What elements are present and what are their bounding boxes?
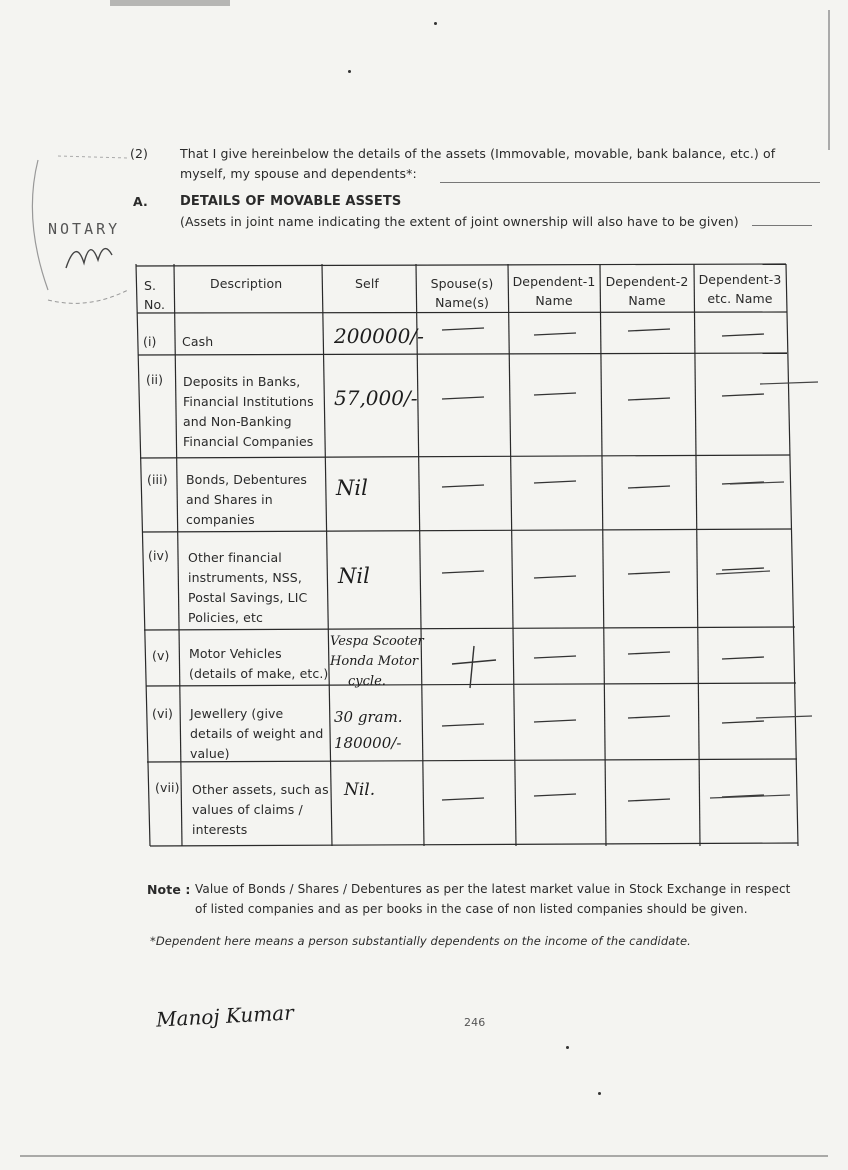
row-self-value: 200000/- [334,324,424,348]
row-description-line: interests [192,822,248,837]
header-sno [144,276,165,314]
table-column-line [600,264,606,846]
handwritten-dash [628,398,670,400]
header-dependent-2 [600,272,694,310]
handwritten-cross-mark [452,660,496,664]
row-description: Cash [182,334,214,349]
table-row-line [137,312,787,313]
clause-line-1: That I give hereinbelow the details of the assets (Immovable, movable, bank balance, etc.) of [180,146,776,161]
row-sno: (ii) [146,372,164,387]
row-description [192,780,329,840]
handwritten-dash [628,572,670,574]
notary-stamp-text: NOTARY [48,220,121,238]
row-description-line: value) [190,746,230,761]
handwritten-dash [534,576,576,578]
row-description-line: Motor Vehicles [189,646,282,661]
row-sno: (v) [152,648,170,663]
handwritten-dash [534,481,576,483]
header-dependent-3-line: Dependent-3 [698,272,782,287]
handwritten-dash [722,334,764,336]
header-sno-line: No. [144,297,166,312]
section-letter: A. [133,194,148,209]
row-description-line: details of weight and [190,726,324,741]
handwritten-dash [756,716,812,718]
handwritten-dash [442,724,484,726]
row-sno: (vi) [152,706,174,721]
row-self-value: 57,000/- [334,386,418,410]
table-row-line [138,353,787,355]
page-number: 246 [464,1016,486,1029]
table-column-line [694,264,700,846]
handwritten-dash [722,568,764,570]
row-self-value: Nil [336,476,368,500]
row-sno: (i) [143,334,157,349]
table-column-line [416,264,424,846]
row-description-line: and Shares in [186,492,273,507]
handwritten-cross-mark [470,646,474,688]
row-description-line: values of claims / [192,802,303,817]
header-self: Self [355,276,379,291]
header-dependent-1 [508,272,600,310]
row-self-value [330,632,424,692]
handwritten-dash [534,333,576,335]
table-row-line [150,843,798,846]
handwritten-dash [628,329,670,331]
header-dependent-3 [694,270,786,308]
handwritten-dash [442,397,484,399]
row-description [190,704,323,764]
dependent-footnote: *Dependent here means a person substantially dependents on the income of the candidate. [150,934,691,948]
row-description-line: companies [186,512,255,527]
table-row-line [136,264,786,266]
row-description [188,548,307,628]
row-description-line: and Non-Banking [183,414,292,429]
handwritten-dash [534,794,576,796]
handwritten-dash [628,716,670,718]
row-self-value-line: 30 gram. [334,708,403,726]
row-description-line: (details of make, etc.) [189,666,329,681]
table-column-line [322,264,332,846]
row-description-line: Postal Savings, LIC [188,590,308,605]
row-description [186,470,307,530]
scan-artifact-bottom [20,1155,828,1157]
row-sno: (iii) [147,472,168,487]
row-self-value-line: 180000/- [334,734,402,752]
handwritten-dash [442,485,484,487]
header-spouse-line: Name(s) [435,295,489,310]
handwritten-dash [628,652,670,654]
handwritten-dash [534,720,576,722]
row-description-line: instruments, NSS, [188,570,302,585]
row-description-line: Financial Companies [183,434,314,449]
handwritten-dash [722,394,764,396]
handwritten-dash [628,799,670,801]
note-line-2: of listed companies and as per books in the case of non listed companies should be given. [195,902,748,916]
row-self-value-line: cycle. [348,674,386,689]
handwritten-dash [534,656,576,658]
table-row-line [140,455,790,458]
header-dependent-3-line: etc. Name [707,291,773,306]
header-spouse-line: Spouse(s) [430,276,494,291]
handwritten-dash [722,657,764,659]
handwritten-dash [534,393,576,395]
header-sno-line: S. [144,278,157,293]
handwritten-dash [722,721,764,723]
clause-line-2: myself, my spouse and dependents*: [180,166,417,181]
row-self-value [334,704,403,756]
note-line-1: Value of Bonds / Shares / Debentures as per the latest market value in Stock Exchange in respect [195,882,791,896]
handwritten-dash [716,571,770,574]
handwritten-dash [442,571,484,573]
row-sno: (iv) [148,548,170,563]
signature: Manoj Kumar [155,1000,295,1032]
header-dependent-2-line: Dependent-2 [605,274,689,289]
row-self-value: Nil [338,564,370,588]
row-description [189,644,328,684]
table-column-line [174,264,182,846]
handwritten-dash [442,328,484,330]
header-dependent-1-line: Dependent-1 [512,274,596,289]
row-description-line: Bonds, Debentures [186,472,307,487]
row-sno: (vii) [155,780,180,795]
row-self-value-line: Vespa Scooter [330,634,424,649]
row-description-line: Other assets, such as [192,782,329,797]
section-title: DETAILS OF MOVABLE ASSETS [180,194,402,209]
section-note: (Assets in joint name indicating the extent of joint ownership will also have to be given) [180,214,739,229]
row-self-value-line: Honda Motor [330,654,419,669]
table-column-line [508,264,516,846]
handwritten-dash [442,798,484,800]
row-description-line: Jewellery (give [190,706,284,721]
note-label: Note : [147,882,191,897]
row-self-value: Nil. [344,780,376,800]
clause-number: (2) [130,146,149,161]
row-description-line: Deposits in Banks, [183,374,301,389]
header-spouse [416,274,508,312]
row-description-line: Other financial [188,550,282,565]
header-dependent-2-line: Name [628,293,666,308]
row-description-line: Financial Institutions [183,394,314,409]
header-dependent-1-line: Name [535,293,573,308]
row-description [183,372,314,452]
handwritten-dash [628,486,670,488]
row-description-line: Policies, etc [188,610,263,625]
header-description: Description [210,276,283,291]
